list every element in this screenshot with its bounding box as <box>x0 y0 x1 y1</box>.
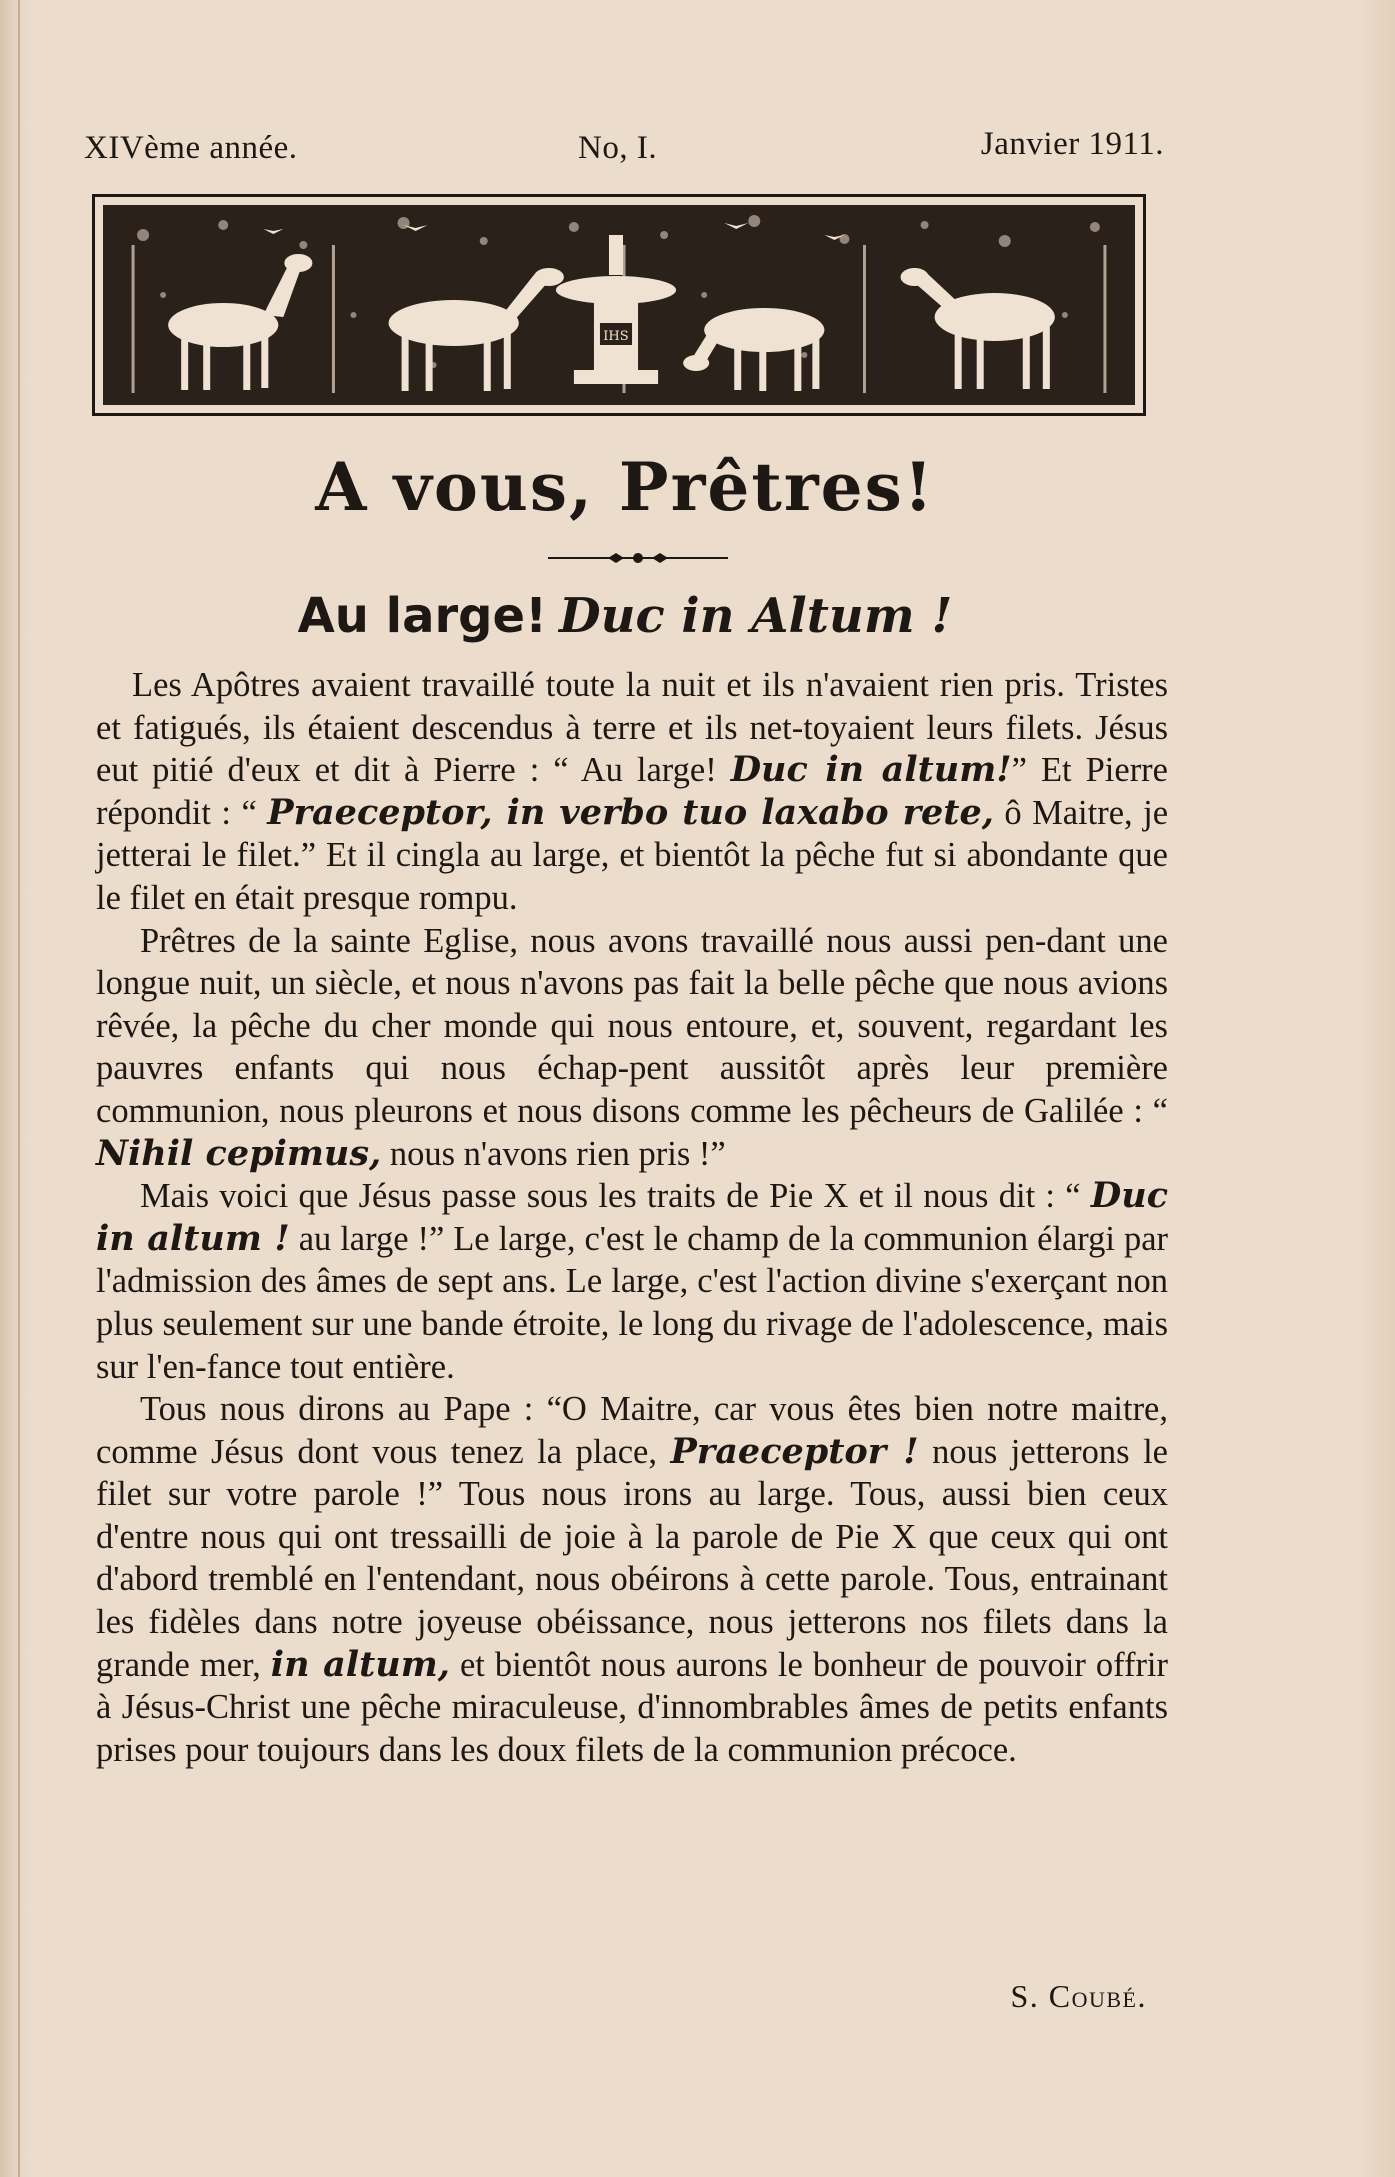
paragraph <box>96 1175 1168 1388</box>
paragraph-text: Tous nous dirons au Pape : “O Maitre, car vous êtes bien notre maitre, comme Jésus dont vous tenez la place, <box>96 1390 1168 1471</box>
fountain-monogram: IHS <box>603 329 629 344</box>
article-body <box>96 664 1168 1771</box>
binding-edge <box>18 0 20 2177</box>
paragraph <box>96 1388 1168 1771</box>
paragraph-text: Mais voici que Jésus passe sous les traits de Pie X et il nous dit : “ <box>140 1177 1091 1216</box>
subtitle-latin: Duc in Altum ! <box>558 588 953 644</box>
latin-quote: Praeceptor ! <box>670 1430 919 1472</box>
latin-quote: in altum, <box>270 1643 450 1685</box>
latin-quote: Duc in altum ! <box>96 1175 1168 1259</box>
paragraph-text: au large !” Le large, c'est le champ de la communion élargi par l'admission des âmes de sept ans. Le large, c'est l'action divine s'exerçant non plus seulement sur une bande étroite, le long du rivage de l'adolescence, mais sur l'en-fance tout entière. <box>96 1219 1169 1386</box>
latin-quote: Duc in altum! <box>730 749 1012 791</box>
running-header <box>84 126 1164 174</box>
deer-fountain-illustration <box>103 205 1135 405</box>
author-signature: S. Coubé. <box>1010 1978 1147 2014</box>
paragraph-text: nous n'avons rien pris !” <box>381 1134 726 1173</box>
volume-year: XIVème année. <box>84 130 298 166</box>
paragraph <box>96 920 1168 1176</box>
paragraph-text: Les Apôtres avaient travaillé toute la nuit et ils n'avaient rien pris. Tristes et fatigués, ils étaient descendus à terre et ils net-toyaient leurs filets. Jésus eut pitié d'eux et dit à Pierre : “ Au large! <box>96 666 1168 790</box>
latin-quote: Praeceptor, in verbo tuo laxabo rete, <box>267 791 994 833</box>
paragraph-text: et bientôt nous aurons le bonheur de pouvoir offrir à Jésus-Christ une pêche miraculeuse, d'innombrables âmes de petits enfants prises pour toujours dans les doux filets de la communion précoce. <box>96 1645 1169 1769</box>
woodcut-banner <box>92 194 1146 416</box>
issue-number: No, I. <box>578 130 658 166</box>
title-ornament <box>548 548 728 568</box>
paragraph <box>96 664 1168 920</box>
paragraph-text: nous jetterons le filet sur votre parole !” Tous nous irons au large. Tous, aussi bien ceux d'entre nous qui ont tressailli de joie à la parole de Pie X que ceux qui ont d'abord tremblé en l'entendant, nous obéirons à cette parole. Tous, entrainant les fidèles dans notre joyeuse obéissance, nous jetterons nos filets dans la grande mer, <box>96 1432 1168 1684</box>
issue-date: Janvier 1911. <box>980 126 1164 162</box>
subtitle-main: Au large! <box>297 588 547 644</box>
latin-quote: Nihil cepimus, <box>96 1132 382 1174</box>
article-title: A vous, Prêtres! <box>315 448 935 526</box>
article-subtitle <box>0 588 1250 648</box>
paragraph-text: ” Et Pierre répondit : “ <box>96 751 1168 832</box>
paragraph-text: ô Maitre, je jetterai le filet.” Et il cingla au large, et bientôt la pêche fut si abondante que le filet en était presque rompu. <box>96 793 1169 917</box>
paragraph-text: Prêtres de la sainte Eglise, nous avons travaillé nous aussi pen-dant une longue nuit, un siècle, et nous n'avons pas fait la belle pêche que nous avions rêvée, la pêche du cher monde qui nous entoure, et, souvent, regardant les pauvres enfants qui nous échap-pent aussitôt après leur première communion, nous pleurons et nous disons comme les pêcheurs de Galilée : “ <box>96 921 1168 1130</box>
